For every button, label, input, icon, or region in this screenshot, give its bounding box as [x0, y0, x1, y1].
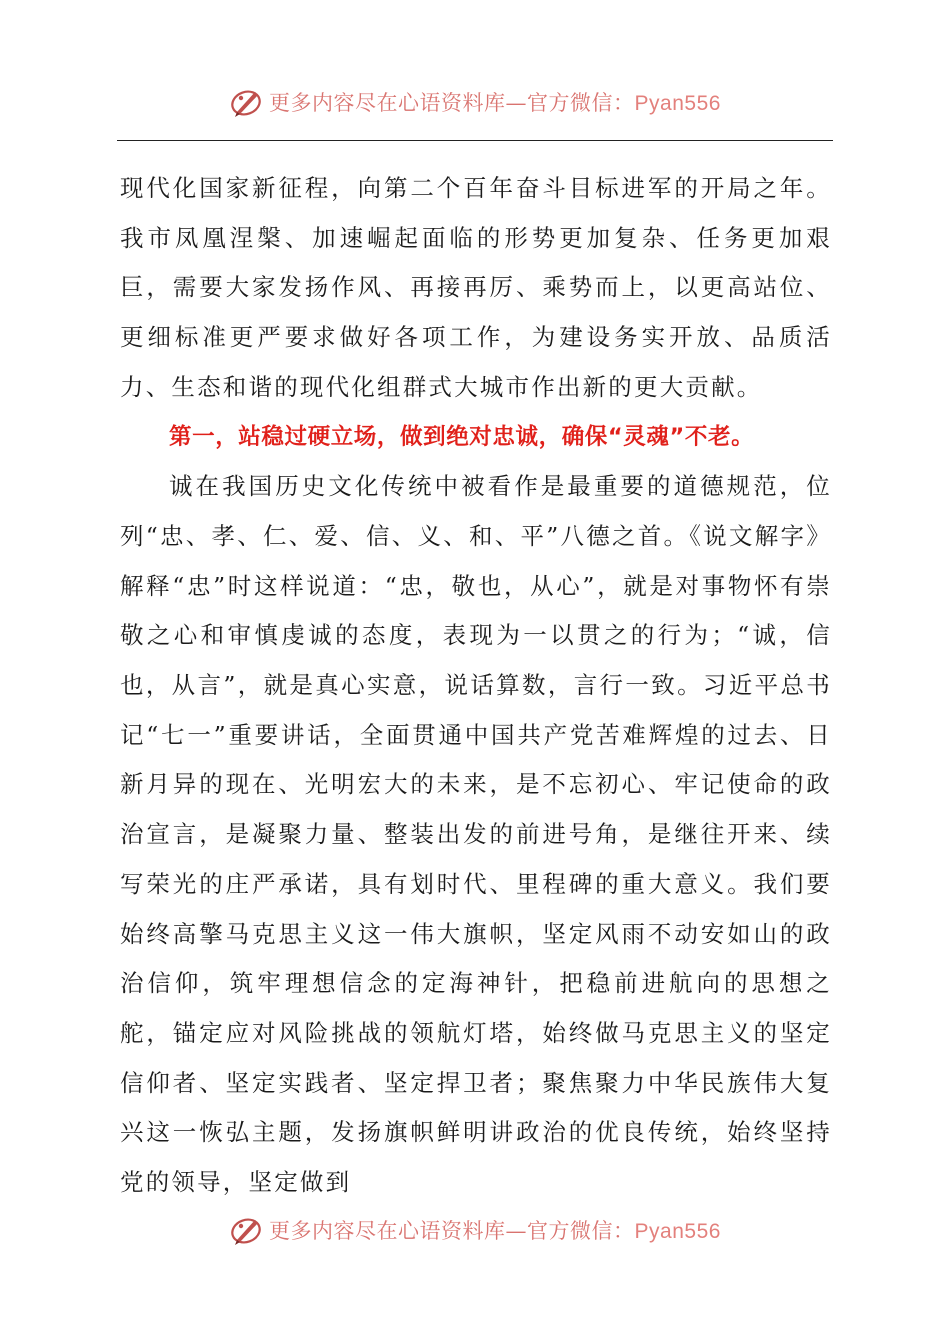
- header-banner: [0, 82, 950, 122]
- pen-logo-icon: [229, 1214, 265, 1246]
- banner-text: [269, 87, 721, 117]
- banner-text: [269, 1215, 721, 1245]
- banner-label: 更多内容尽在心语资料库—官方微信：: [269, 91, 635, 115]
- paragraph-body: 诚在我国历史文化传统中被看作是最重要的道德规范，位列“忠、孝、仁、爱、信、义、和、平”八德之首。《说文解字》解释“忠”时这样说道：“忠，敬也，从心”，就是对事物怀有崇敬之心和审慎虔诚的态度，表现为一以贯之的行为；“诚，信也，从言”，就是真心实意，说话算数，言行一致。习近平总书记“七一”重要讲话，全面贯通中国共产党苦难辉煌的过去、日新月异的现在、光明宏大的未来，是不忘初心、牢记使命的政治宣言，是凝聚力量、整装出发的前进号角，是继往开来、续写荣光的庄严承诺，具有划时代、里程碑的重大意义。我们要始终高擎马克思主义这一伟大旗帜，坚定风雨不动安如山的政治信仰，筑牢理想信念的定海神针，把稳前进航向的思想之舵，锚定应对风险挑战的领航灯塔，始终做马克思主义的坚定信仰者、坚定实践者、坚定捍卫者；聚焦聚力中华民族伟大复兴这一恢弘主题，发扬旗帜鲜明讲政治的优良传统，始终坚持党的领导，坚定做到: [120, 472, 832, 1197]
- banner-label: 更多内容尽在心语资料库—官方微信：: [269, 1219, 635, 1243]
- footer-banner: [0, 1210, 950, 1250]
- paragraph-intro: 现代化国家新征程，向第二个百年奋斗目标进军的开局之年。我市凤凰涅槃、加速崛起面临的形势更加复杂、任务更加艰巨，需要大家发扬作风、再接再厉、乘势而上，以更高站位、更细标准更严要求做好各项工作，为建设务实开放、品质活力、生态和谐的现代化组群式大城市作出新的更大贡献。: [120, 174, 832, 401]
- wechat-id: Pyan556: [634, 92, 721, 115]
- section-heading: 第一，站稳过硬立场，做到绝对忠诚，确保“灵魂”不老。: [169, 423, 755, 450]
- pen-logo-icon: [229, 86, 265, 118]
- document-body: [120, 164, 832, 1208]
- header-divider: [117, 140, 833, 141]
- wechat-id: Pyan556: [634, 1220, 721, 1243]
